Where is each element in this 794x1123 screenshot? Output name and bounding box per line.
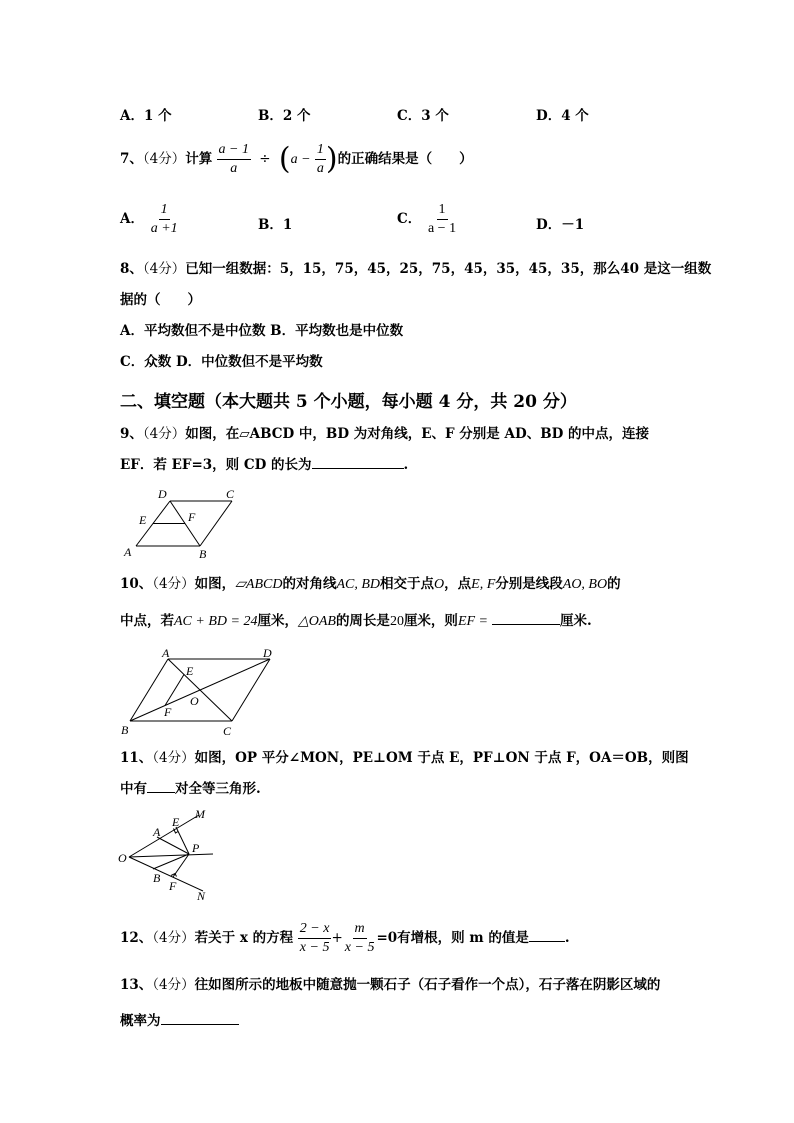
q9-label-f: F (188, 510, 196, 524)
q10-t10: 厘米，则 (403, 613, 458, 629)
q9-line-1 (120, 425, 649, 443)
section-2-title: 二、填空题（本大题共 5 个小题，每小题 4 分，共 20 分） (120, 392, 577, 412)
q10-t5: 分别是线段 (495, 576, 563, 592)
q9-text-end: . (403, 457, 409, 473)
q8-line-2: 据的（ ） (120, 292, 201, 308)
q10-sym-parallelogram: ▱ABCD (235, 577, 283, 592)
q7-paren-open: ( (278, 141, 291, 177)
q9-score: （4分） (142, 426, 186, 442)
q12-plus: + (331, 930, 343, 946)
q9-label-b: B (199, 547, 207, 561)
q13-answer-blank[interactable] (161, 1012, 239, 1025)
q6-option-b: B．2 个 (258, 108, 311, 124)
q10-label-e: E (186, 664, 194, 678)
q9-label-a: A (124, 545, 132, 559)
q7-option-a-fraction (149, 202, 180, 237)
q7-paren-close: ) (325, 141, 338, 177)
q7-option-c-num: 1 (437, 202, 448, 220)
q10-score: （4分） (152, 576, 195, 592)
q9-label-e: E (139, 513, 147, 527)
q10-t1: 如图， (194, 576, 236, 592)
q12-fraction-2-num: m (353, 921, 367, 939)
q13-text-1: 往如图所示的地板中随意抛一颗石子（石子看作一个点），石子落在阴影区域的 (194, 977, 661, 993)
q12-fraction-1 (298, 921, 332, 956)
q11-text-1: 如图，OP 平分∠MON，PE⊥OM 于点 E，PF⊥ON 于点 F，OA＝OB，则图 (194, 750, 689, 766)
q7-fraction-2 (315, 142, 326, 177)
q12-fraction-1-num: 2 − x (298, 921, 332, 939)
q11-label-m: M (195, 807, 205, 821)
q11-line-1 (120, 749, 689, 767)
q10-t6: 的 (607, 576, 621, 592)
q7-fraction-2-den: a (316, 161, 324, 176)
q10-sym-ef-eq: EF = (457, 614, 488, 629)
q7-score: （4分） (142, 151, 186, 167)
q10-label-d: D (263, 646, 272, 660)
q10-sym-20: 20 (389, 614, 404, 629)
q7-number: 7、 (120, 151, 143, 167)
q6-option-d: D．4 个 (536, 108, 589, 124)
q7-option-a-num: 1 (159, 202, 170, 220)
q7-text-post: 的正确结果是（ ） (337, 151, 473, 167)
q11-label-a: A (153, 825, 161, 839)
q10-label-o: O (190, 694, 199, 708)
q12-fraction-2-den: x − 5 (344, 940, 375, 955)
q11-label-e: E (172, 815, 180, 829)
q10-label-a: A (162, 646, 170, 660)
q10-t11: 厘米. (560, 613, 592, 629)
q7-option-a (120, 202, 180, 237)
q7-fraction-1-num: a − 1 (217, 142, 251, 160)
q12-text-post: 有增根，则 m 的值是 (397, 930, 529, 946)
q8-number: 8、 (120, 261, 143, 277)
q11-label-f: F (169, 879, 177, 893)
q11-label-p: P (192, 841, 200, 855)
q10-number: 10、 (120, 576, 153, 592)
q7-fraction-1 (217, 142, 251, 177)
q13-number: 13、 (120, 977, 153, 993)
q10-label-f: F (164, 705, 172, 719)
q9-label-c: C (226, 487, 235, 501)
q8-options-cd: C．众数 D．中位数但不是平均数 (120, 354, 323, 370)
q9-text-2: EF．若 EF=3，则 CD 的长为 (120, 457, 312, 473)
question-12 (120, 918, 570, 958)
q12-eq: =0 (376, 930, 398, 946)
q13-text-2: 概率为 (120, 1013, 161, 1029)
q7-fraction-1-den: a (230, 161, 238, 176)
q6-option-c: C．3 个 (397, 108, 449, 124)
q10-t7: 中点，若 (120, 613, 174, 629)
q10-sym-o: O (434, 577, 445, 592)
q10-sym-ef: E, F (471, 577, 496, 592)
q12-fraction-1-den: x − 5 (299, 940, 330, 955)
q11-text-2b: 对全等三角形. (175, 781, 261, 797)
q12-score: （4分） (152, 930, 195, 946)
q12-text-pre: 若关于 x 的方程 (194, 930, 294, 946)
q7-option-b: B．1 (258, 217, 293, 233)
q11-label-b: B (153, 871, 161, 885)
q10-t2: 的对角线 (282, 576, 337, 592)
q10-sym-ac-bd: AC, BD (336, 577, 381, 592)
q9-figure (118, 484, 248, 564)
q7-option-a-label: A． (120, 211, 144, 227)
q7-option-c-label: C． (397, 211, 422, 227)
q7-option-c-den: a − 1 (427, 221, 457, 236)
q10-sym-triangle: △OAB (297, 614, 336, 629)
q11-text-2a: 中有 (120, 781, 147, 797)
q10-sym-eq: AC + BD = 24 (174, 614, 258, 629)
q10-t3: 相交于点 (380, 576, 435, 592)
q8-options-ab: A．平均数但不是中位数 B．平均数也是中位数 (120, 323, 404, 339)
q9-line-2 (120, 456, 408, 474)
question-7 (120, 139, 473, 180)
q10-label-c: C (223, 724, 232, 738)
q13-line-2 (120, 1012, 239, 1030)
q7-option-c (397, 202, 458, 237)
q12-text-end: . (564, 930, 570, 946)
q11-score: （4分） (152, 750, 195, 766)
q10-figure (118, 642, 278, 742)
q13-score: （4分） (152, 977, 195, 993)
q13-line-1 (120, 976, 660, 994)
q12-fraction-2 (343, 921, 377, 956)
q10-line-1 (120, 575, 621, 594)
q12-number: 12、 (120, 930, 153, 946)
q11-number: 11、 (120, 750, 153, 766)
q9-number: 9、 (120, 426, 143, 442)
q12-answer-blank[interactable] (529, 929, 565, 942)
q10-t9: 的周长是 (335, 613, 390, 629)
q11-figure (115, 806, 225, 904)
q11-label-n: N (197, 889, 206, 903)
q8-line-1 (120, 260, 711, 278)
q10-line-2 (120, 612, 592, 631)
q10-label-b: B (121, 723, 129, 737)
q9-answer-blank[interactable] (312, 456, 404, 469)
q11-answer-blank[interactable] (147, 780, 175, 793)
q8-score: （4分） (142, 261, 186, 277)
q7-div-sign: ÷ (259, 151, 271, 167)
q9-label-d: D (158, 487, 167, 501)
q7-option-d: D．－1 (536, 217, 585, 233)
q7-fraction-2-num: 1 (315, 142, 326, 160)
q7-text-pre: 计算 (185, 151, 213, 167)
q11-line-2 (120, 780, 261, 798)
q7-paren-a: a − (290, 152, 311, 167)
q9-text-1: 如图，在▱ABCD 中，BD 为对角线，E、F 分别是 AD、BD 的中点，连接 (185, 426, 650, 442)
q10-t8: 厘米， (257, 613, 298, 629)
q6-option-a: A．1 个 (120, 108, 172, 124)
q10-answer-blank[interactable] (492, 612, 560, 625)
q8-text: 已知一组数据：5，15，75，45，25，75，45，35，45，35，那么40 是这一组数 (185, 261, 712, 277)
q10-sym-ao-bo: AO, BO (562, 577, 608, 592)
q10-t4: ，点 (444, 576, 472, 592)
q7-option-a-den: a +1 (150, 221, 178, 236)
q11-label-o: O (118, 851, 127, 865)
q7-option-c-fraction (426, 202, 458, 237)
